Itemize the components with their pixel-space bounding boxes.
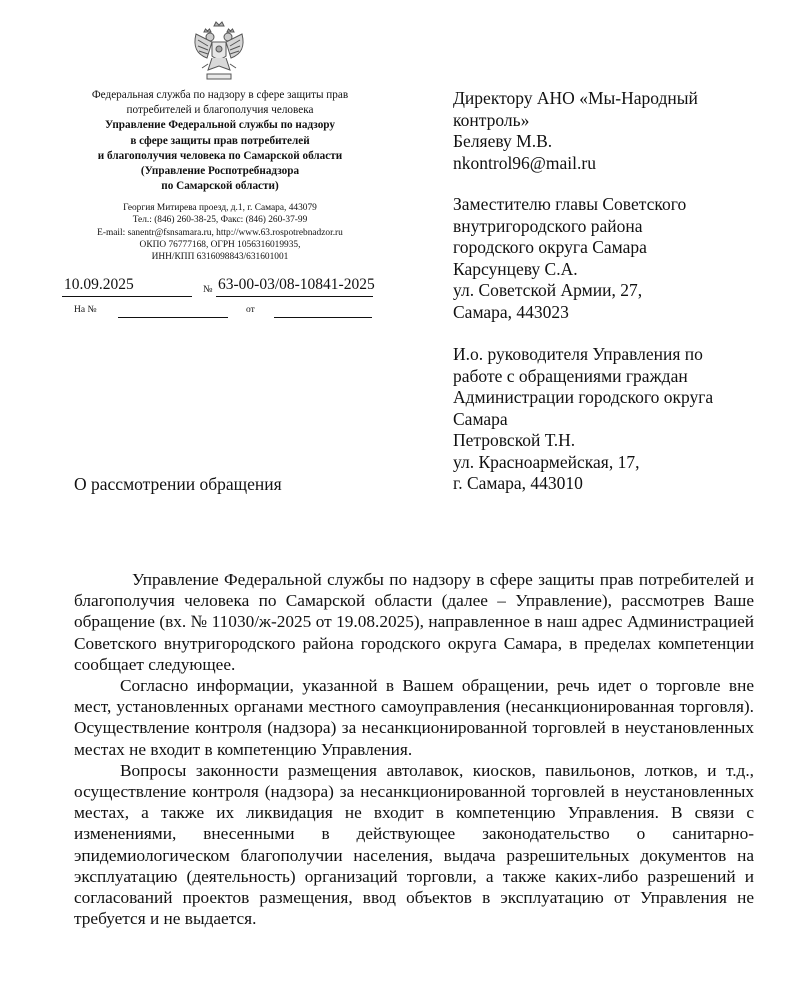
- agency-org-line: и благополучия человека по Самарской области: [97, 149, 343, 162]
- contact-line: Георгия Митирева проезд, д.1, г. Самара, 443079: [123, 203, 317, 213]
- addressee-line: Директору АНО «Мы-Народный: [453, 88, 698, 108]
- agency-org-line: Управление Федеральной службы по надзору: [105, 119, 335, 132]
- agency-org-line: в сфере защиты прав потребителей: [130, 134, 310, 147]
- addressee-line: Беляеву М.В.: [453, 131, 553, 151]
- addressee-line: ул. Красноармейская, 17,: [453, 451, 640, 472]
- contact-line: ОКПО 76777168, ОГРН 1056316019935,: [139, 239, 301, 250]
- body-paragraph: Управление Федеральной службы по надзору в сфере защиты прав потребителей и благополучия человека по Самарской области (далее – Управление), рассмотрев Ваше обращение (вх. № 11030/ж-2025 от 19.08.2025), направленное в наш адрес Администрацией Советского внутригородского района городского округа Самара, в пределах компетенции сообщает следующее.: [74, 570, 754, 674]
- addressee-block: [453, 88, 753, 174]
- agency-name-line: Федеральная служба по надзору в сфере защиты прав: [91, 89, 349, 101]
- reference-date-line: [274, 317, 372, 318]
- reference-date-label: от: [246, 305, 255, 315]
- coat-of-arms-icon: [190, 20, 248, 82]
- letter-subject: О рассмотрении обращения: [74, 474, 282, 494]
- reference-number-line: [118, 317, 228, 318]
- addressee-line: И.о. руководителя Управления по: [453, 344, 703, 364]
- agency-name-line: потребителей и благополучия человека: [126, 104, 314, 117]
- contact-line: ИНН/КПП 6316098843/631601001: [151, 252, 289, 263]
- addressee-line: Самара, 443023: [453, 301, 569, 322]
- contact-line: E-mail: sanentr@fsnsamara.ru, http://www.63.rospotrebnadzor.ru: [97, 227, 343, 238]
- agency-org-line: по Самарской области): [161, 180, 279, 193]
- addressee-line: работе с обращениями граждан: [453, 365, 688, 386]
- agency-contacts: [60, 202, 380, 263]
- addressee-block: [453, 344, 753, 495]
- addressee-line: Самара: [453, 408, 508, 429]
- registration-date: 10.09.2025: [64, 276, 134, 293]
- registration-number: 63-00-03/08-10841-2025: [218, 276, 375, 293]
- letter-body: [74, 569, 754, 929]
- number-sign: №: [203, 284, 213, 295]
- reference-number-label: На №: [74, 305, 97, 315]
- number-underline: [216, 296, 373, 297]
- agency-header: [60, 88, 380, 194]
- body-paragraph: Вопросы законности размещения автолавок, киосков, павильонов, лотков, и т.д., осуществление контроля (надзора) за несанкционированной торговлей в неустановленных местах, а также их ликвидация не входит в компетенцию Управления. В связи с изменениями, внесенными в действующее законодательство о санитарно-эпидемиологическом благополучии населения, выдача разрешительных документов на эксплуатацию (деятельность) организаций торговли, а также каких-либо разрешений и согласований проектов размещения, ввод объектов в эксплуатацию от Управления не требуется и не выдается.: [74, 760, 754, 929]
- addressee-block: [453, 194, 753, 323]
- addressee-email: nkontrol96@mail.ru: [453, 152, 596, 173]
- body-paragraph: Согласно информации, указанной в Вашем обращении, речь идет о торговле вне мест, установленных органами местного самоуправления (несанкционированная торговля). Осуществление контроля (надзора) за несанкционированной торговлей в неустановленных местах не входит в компетенцию Управления.: [74, 676, 754, 759]
- date-underline: [62, 296, 192, 297]
- addressee-line: Заместителю главы Советского: [453, 194, 687, 214]
- addressee-line: ул. Советской Армии, 27,: [453, 280, 643, 300]
- addressee-line: городского округа Самара: [453, 237, 647, 257]
- addressee-line: Петровской Т.Н.: [453, 430, 576, 450]
- addressee-line: Администрации городского округа: [453, 387, 714, 407]
- addressee-line: контроль»: [453, 109, 530, 130]
- addressee-line: г. Самара, 443010: [453, 473, 583, 493]
- addressee-line: Карсунцеву С.А.: [453, 258, 578, 279]
- agency-org-line: (Управление Роспотребнадзора: [140, 165, 300, 178]
- addressee-line: внутригородского района: [453, 215, 643, 236]
- contact-line: Тел.: (846) 260-38-25, Факс: (846) 260-37-99: [132, 215, 308, 226]
